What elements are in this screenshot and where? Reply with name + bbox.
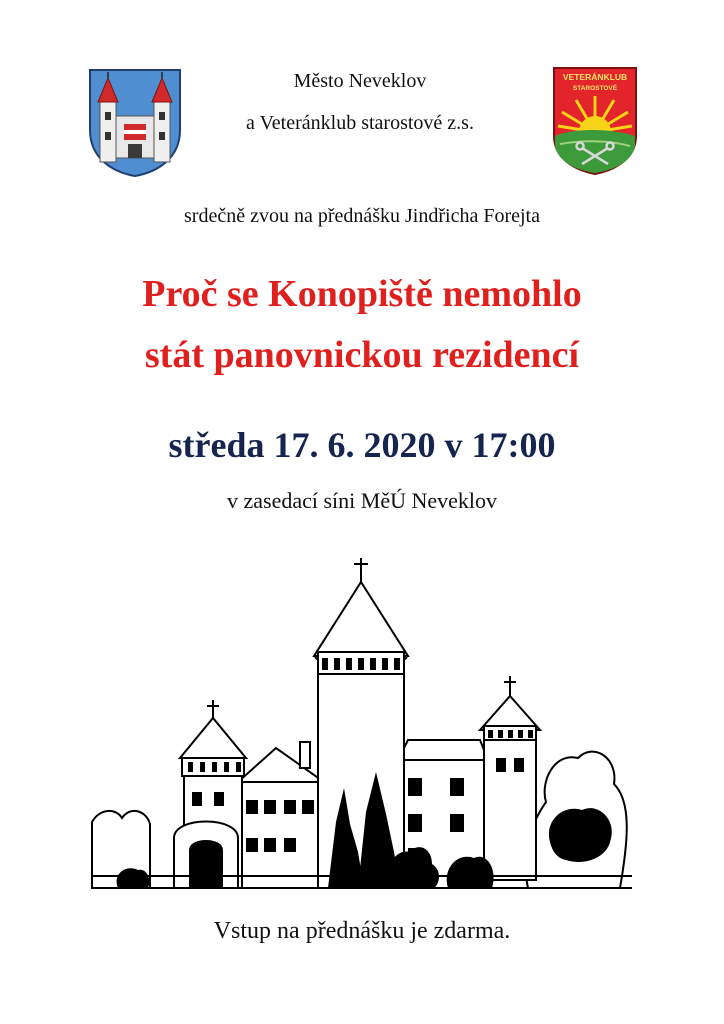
free-entry-notice: Vstup na přednášku je zdarma. <box>213 918 511 944</box>
lecture-title-line1: Proč se Konopiště nemohlo <box>142 273 582 315</box>
neveklov-coat-of-arms <box>88 68 182 178</box>
lecture-title-line2: stát panovnickou rezidencí <box>144 334 580 376</box>
logo-text-starostove: STAROSTOVÉ <box>572 85 618 92</box>
logo-text-club: VETERÁNKLUB <box>562 72 628 82</box>
veteranklub-logo <box>552 66 638 176</box>
event-datetime: středa 17. 6. 2020 v 17:00 <box>168 425 556 465</box>
invitation-text: srdečně zvou na přednášku Jindřicha Forejta <box>184 205 540 227</box>
event-venue: v zasedací síni MěÚ Neveklov <box>226 488 498 513</box>
organizer-city: Město Neveklov <box>293 70 427 92</box>
konopiste-castle-illustration <box>88 552 636 898</box>
organizer-club: a Veteránklub starostové z.s. <box>246 112 474 134</box>
